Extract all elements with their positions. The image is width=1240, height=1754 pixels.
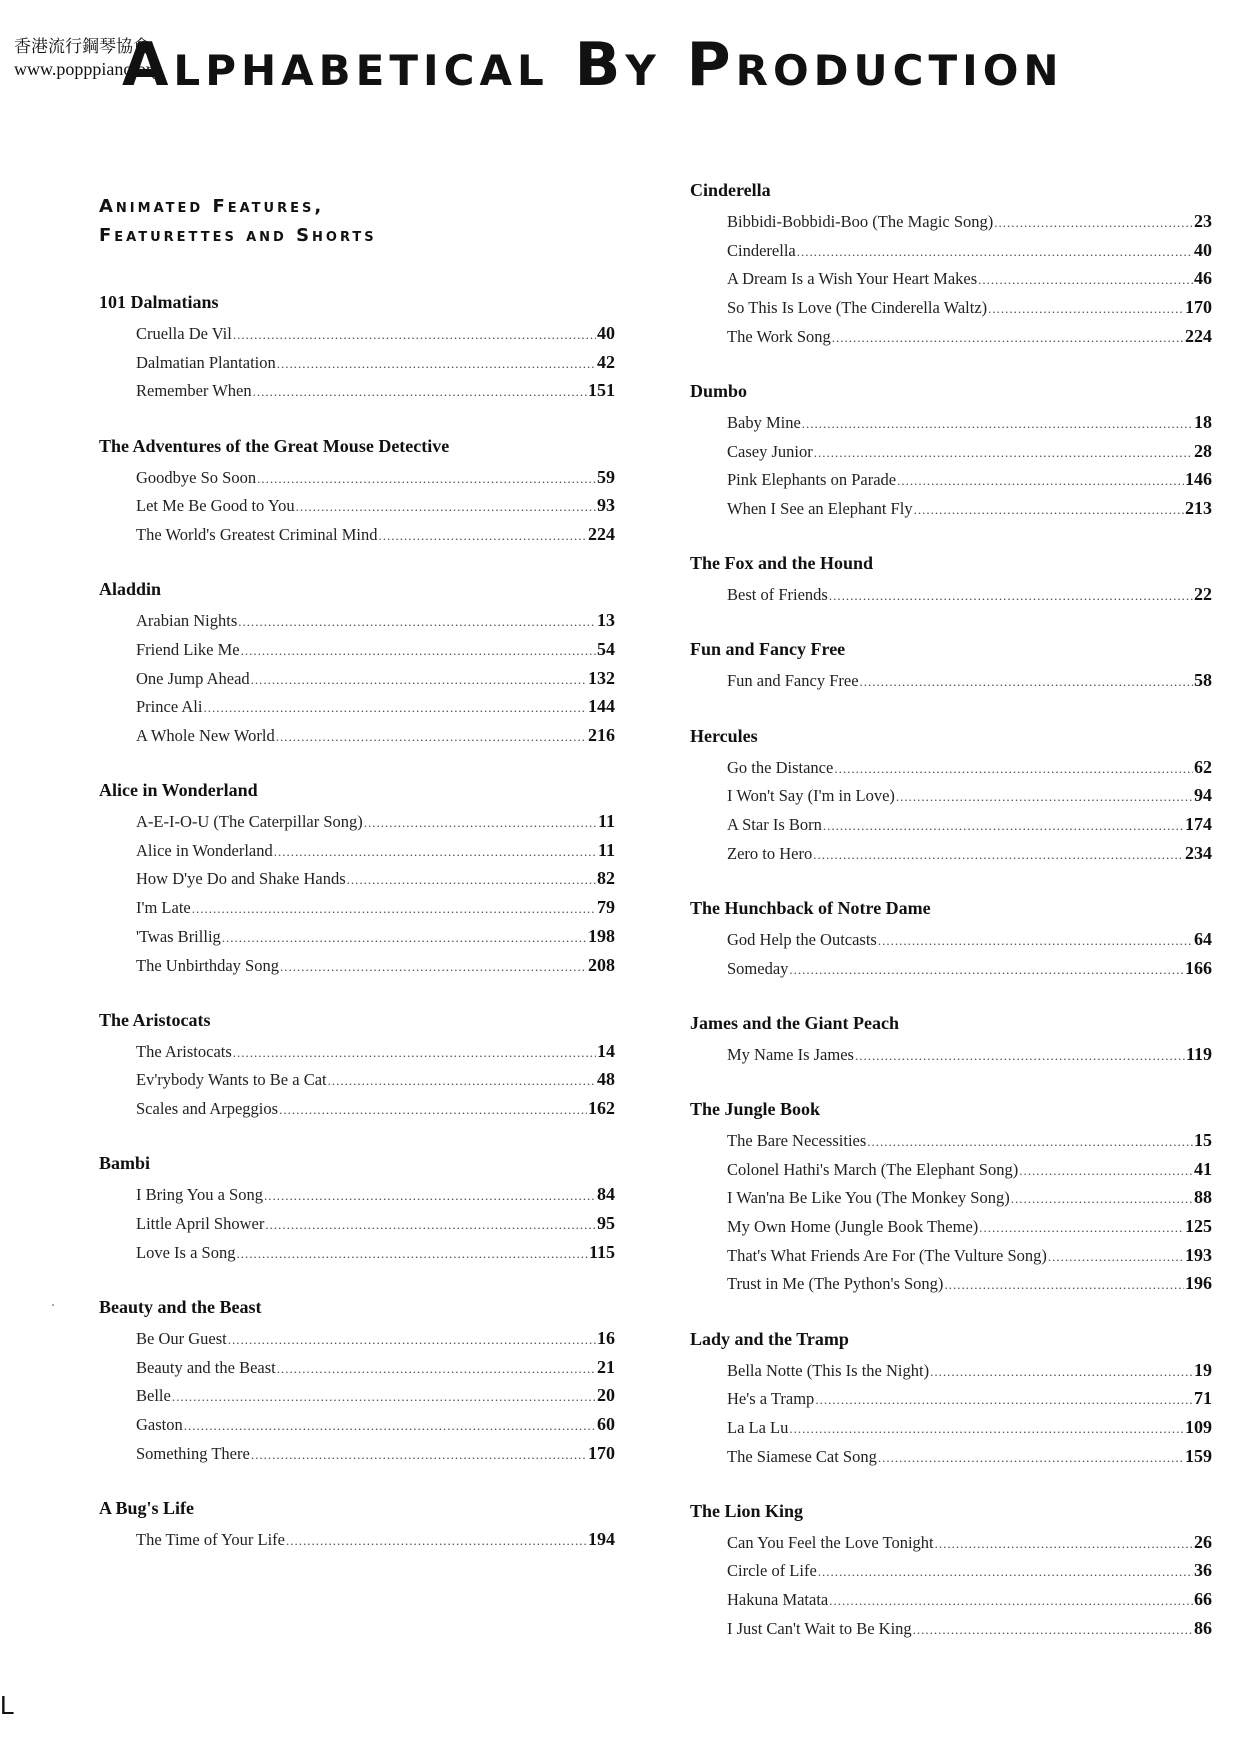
film-title: Bambi xyxy=(99,1153,151,1174)
film-title: The Lion King xyxy=(690,1500,804,1521)
song-page-number: 119 xyxy=(1185,1043,1212,1064)
dot-leader xyxy=(233,1041,596,1065)
dot-leader xyxy=(233,323,596,347)
song-row xyxy=(727,755,1212,784)
film-title: A Bug's Life xyxy=(99,1497,195,1518)
left-column xyxy=(99,180,615,1584)
watermark xyxy=(14,36,161,80)
song-page-number: 64 xyxy=(1194,928,1212,949)
song-page-number: 193 xyxy=(1185,1244,1212,1265)
film-entry xyxy=(99,1010,615,1125)
film-entry xyxy=(690,898,1212,984)
song-title: Love Is a Song xyxy=(136,1242,236,1262)
dot-leader xyxy=(878,1446,1184,1470)
song-row xyxy=(136,866,615,895)
song-title: One Jump Ahead xyxy=(136,668,250,688)
song-row xyxy=(136,1527,615,1556)
song-page-number: 94 xyxy=(1194,785,1212,806)
song-page-number: 86 xyxy=(1194,1617,1212,1638)
song-title: Casey Junior xyxy=(727,441,813,461)
song-row xyxy=(727,1386,1212,1415)
dot-leader xyxy=(855,1044,1185,1068)
song-row xyxy=(727,467,1212,496)
song-row xyxy=(136,924,615,953)
dot-leader xyxy=(251,668,587,692)
dot-leader xyxy=(944,1273,1184,1297)
dot-leader xyxy=(251,1443,587,1467)
song-page-number: 40 xyxy=(597,323,615,343)
song-title: The World's Greatest Criminal Mind xyxy=(136,524,378,544)
film-title: Dumbo xyxy=(690,380,748,401)
dot-leader xyxy=(818,1560,1193,1584)
song-page-number: 46 xyxy=(1194,268,1212,289)
dot-leader xyxy=(914,498,1184,522)
song-page-number: 20 xyxy=(597,1385,615,1406)
song-page-number: 62 xyxy=(1194,756,1212,777)
song-page-number: 79 xyxy=(597,897,615,918)
song-title: So This Is Love (The Cinderella Waltz) xyxy=(727,298,988,318)
song-page-number: 36 xyxy=(1194,1560,1212,1581)
dot-leader xyxy=(896,785,1193,809)
dot-leader xyxy=(897,469,1184,493)
dot-leader xyxy=(228,1328,596,1352)
song-row xyxy=(727,266,1212,295)
song-page-number: 66 xyxy=(1194,1589,1212,1610)
song-page-number: 21 xyxy=(597,1356,615,1377)
song-page-number: 216 xyxy=(588,724,615,745)
song-row xyxy=(727,1444,1212,1473)
song-row xyxy=(727,496,1212,525)
right-film-list xyxy=(690,180,1212,1645)
film-entry xyxy=(99,579,615,751)
dot-leader xyxy=(277,1357,596,1381)
song-title: The Bare Necessities xyxy=(727,1130,867,1150)
song-page-number: 54 xyxy=(597,638,615,659)
song-page-number: 196 xyxy=(1185,1273,1212,1294)
song-row xyxy=(136,608,615,637)
song-title: I Won't Say (I'm in Love) xyxy=(727,786,895,806)
song-page-number: 93 xyxy=(597,495,615,516)
dot-leader xyxy=(813,843,1184,867)
song-title: Cinderella xyxy=(727,240,796,260)
dot-leader xyxy=(789,1417,1184,1441)
song-title: Belle xyxy=(136,1386,171,1406)
song-page-number: 151 xyxy=(588,380,615,401)
film-title: Beauty and the Beast xyxy=(99,1296,262,1317)
film-entry xyxy=(690,1501,1212,1645)
song-row xyxy=(136,1441,615,1470)
dot-leader xyxy=(1019,1159,1193,1183)
dot-leader xyxy=(802,412,1193,436)
dot-leader xyxy=(378,524,587,548)
song-page-number: 95 xyxy=(597,1212,615,1233)
song-title: Zero to Hero xyxy=(727,843,813,863)
film-title: James and the Giant Peach xyxy=(690,1012,899,1033)
song-page-number: 194 xyxy=(588,1528,615,1549)
song-row xyxy=(727,841,1212,870)
song-title: Best of Friends xyxy=(727,585,828,605)
film-entry xyxy=(690,553,1212,611)
song-title: He's a Tramp xyxy=(727,1389,815,1409)
song-row xyxy=(136,321,615,350)
song-row xyxy=(136,637,615,666)
song-page-number: 224 xyxy=(588,523,615,544)
song-row xyxy=(727,1358,1212,1387)
song-page-number: 132 xyxy=(588,667,615,688)
song-page-number: 15 xyxy=(1194,1129,1212,1150)
song-row xyxy=(727,1415,1212,1444)
song-page-number: 174 xyxy=(1185,813,1212,834)
film-entry xyxy=(690,1329,1212,1473)
film-title: Aladdin xyxy=(99,579,162,600)
song-title: Bella Notte (This Is the Night) xyxy=(727,1360,930,1380)
dot-leader xyxy=(789,958,1184,982)
dot-leader xyxy=(815,1388,1193,1412)
song-row xyxy=(727,1616,1212,1645)
film-entry xyxy=(99,1297,615,1469)
song-title: I Wan'na Be Like You (The Monkey Song) xyxy=(727,1188,1010,1208)
song-title: Something There xyxy=(136,1443,250,1463)
song-row xyxy=(727,1157,1212,1186)
song-page-number: 144 xyxy=(588,696,615,717)
song-page-number: 11 xyxy=(597,839,615,860)
dot-leader xyxy=(1011,1187,1193,1211)
film-title: 101 Dalmatians xyxy=(99,292,219,312)
dot-leader xyxy=(264,1184,596,1208)
song-row xyxy=(136,1412,615,1441)
film-entry xyxy=(99,1498,615,1556)
song-page-number: 115 xyxy=(588,1241,615,1262)
song-page-number: 14 xyxy=(597,1040,615,1061)
song-row xyxy=(136,1096,615,1125)
dot-leader xyxy=(277,352,596,376)
film-entry xyxy=(99,780,615,981)
song-page-number: 82 xyxy=(597,868,615,889)
dot-leader xyxy=(203,696,587,720)
song-page-number: 125 xyxy=(1185,1215,1212,1236)
song-title: Gaston xyxy=(136,1414,183,1434)
song-page-number: 58 xyxy=(1194,670,1212,691)
dot-leader xyxy=(296,495,596,519)
dot-leader xyxy=(978,268,1193,292)
dot-leader xyxy=(829,584,1193,608)
dot-leader xyxy=(979,1216,1184,1240)
dot-leader xyxy=(279,1098,587,1122)
song-title: Baby Mine xyxy=(727,412,801,432)
song-page-number: 198 xyxy=(588,925,615,946)
song-title: Bibbidi-Bobbidi-Boo (The Magic Song) xyxy=(727,212,994,231)
dot-leader xyxy=(988,297,1184,321)
song-title: I Just Can't Wait to Be King xyxy=(727,1618,912,1638)
song-title: Little April Shower xyxy=(136,1213,265,1233)
song-page-number: 159 xyxy=(1185,1445,1212,1466)
left-film-list xyxy=(99,292,615,1555)
section-heading-line-2: Featurettes and Shorts xyxy=(99,225,377,246)
dot-leader xyxy=(935,1532,1193,1556)
page-title: Alphabetical By Production xyxy=(122,30,1064,100)
dot-leader xyxy=(192,897,596,921)
song-title: Cruella De Vil xyxy=(136,324,232,343)
dot-leader xyxy=(823,814,1184,838)
song-title: The Aristocats xyxy=(136,1041,232,1061)
song-title: A-E-I-O-U (The Caterpillar Song) xyxy=(136,812,363,832)
dot-leader xyxy=(347,868,596,892)
song-page-number: 13 xyxy=(597,610,615,631)
right-column xyxy=(690,180,1212,1673)
song-row xyxy=(136,1240,615,1269)
film-title: The Aristocats xyxy=(99,1009,211,1030)
song-row xyxy=(136,522,615,551)
song-page-number: 23 xyxy=(1194,211,1212,231)
dot-leader xyxy=(829,1589,1193,1613)
song-title: Fun and Fancy Free xyxy=(727,671,859,691)
dot-leader xyxy=(860,670,1193,694)
song-row xyxy=(136,1326,615,1355)
song-row xyxy=(727,324,1212,353)
song-row xyxy=(727,582,1212,611)
song-page-number: 59 xyxy=(597,466,615,487)
song-title: The Work Song xyxy=(727,326,831,346)
song-row xyxy=(727,1214,1212,1243)
song-row xyxy=(136,350,615,379)
song-page-number: 48 xyxy=(597,1069,615,1090)
song-row xyxy=(727,1042,1212,1071)
song-title: The Unbirthday Song xyxy=(136,955,279,975)
dot-leader xyxy=(878,929,1193,953)
song-title: Hakuna Matata xyxy=(727,1590,829,1610)
song-row xyxy=(136,838,615,867)
film-entry xyxy=(99,292,615,407)
song-title: Pink Elephants on Parade xyxy=(727,470,897,490)
watermark-chinese: 香港流行鋼琴協會 xyxy=(14,37,150,57)
song-row xyxy=(727,1243,1212,1272)
song-page-number: 19 xyxy=(1194,1359,1212,1380)
song-row xyxy=(136,378,615,407)
song-title: Beauty and the Beast xyxy=(136,1357,276,1377)
song-page-number: 162 xyxy=(588,1098,615,1119)
dot-leader xyxy=(253,380,587,404)
song-page-number: 109 xyxy=(1185,1416,1212,1437)
dot-leader xyxy=(994,211,1193,235)
song-title: Circle of Life xyxy=(727,1561,817,1581)
dot-leader xyxy=(913,1618,1193,1642)
song-page-number: 60 xyxy=(597,1413,615,1434)
dot-leader xyxy=(286,1529,587,1553)
film-title: The Hunchback of Notre Dame xyxy=(690,897,931,918)
song-title: I'm Late xyxy=(136,898,191,918)
film-entry xyxy=(690,1099,1212,1300)
song-title: Remember When xyxy=(136,381,252,401)
song-page-number: 26 xyxy=(1194,1531,1212,1552)
film-title: Lady and the Tramp xyxy=(690,1328,849,1349)
dot-leader xyxy=(834,757,1193,781)
dot-leader xyxy=(328,1069,596,1093)
song-title: My Own Home (Jungle Book Theme) xyxy=(727,1216,979,1236)
film-title: The Fox and the Hound xyxy=(690,553,874,574)
song-title: Colonel Hathi's March (The Elephant Song) xyxy=(727,1159,1019,1179)
film-title: Fun and Fancy Free xyxy=(690,639,846,660)
song-page-number: 166 xyxy=(1185,957,1212,978)
film-entry xyxy=(690,726,1212,870)
section-heading-line-1: Animated Features, xyxy=(99,196,325,217)
film-title: The Adventures of the Great Mouse Detective xyxy=(99,435,450,456)
dot-leader xyxy=(257,467,596,491)
song-title: Scales and Arpeggios xyxy=(136,1099,279,1119)
song-page-number: 88 xyxy=(1194,1187,1212,1208)
dot-leader xyxy=(172,1385,596,1409)
film-entry xyxy=(690,381,1212,525)
song-title: My Name Is James xyxy=(727,1044,854,1064)
song-row xyxy=(136,953,615,982)
song-row xyxy=(136,1383,615,1412)
song-row xyxy=(727,1271,1212,1300)
song-row xyxy=(727,1558,1212,1587)
song-row xyxy=(136,465,615,494)
song-page-number: 84 xyxy=(597,1184,615,1205)
dot-leader xyxy=(184,1414,596,1438)
song-title: The Time of Your Life xyxy=(136,1529,285,1549)
film-entry xyxy=(99,1153,615,1268)
song-row xyxy=(136,1039,615,1068)
song-page-number: 42 xyxy=(597,351,615,372)
dot-leader xyxy=(930,1360,1193,1384)
song-page-number: 208 xyxy=(588,954,615,975)
song-title: La La Lu xyxy=(727,1417,789,1437)
dot-leader xyxy=(280,955,587,979)
song-row xyxy=(727,1530,1212,1559)
dot-leader xyxy=(274,840,597,864)
song-row xyxy=(136,493,615,522)
song-title: Alice in Wonderland xyxy=(136,840,273,860)
song-title: Let Me Be Good to You xyxy=(136,496,295,516)
song-page-number: 16 xyxy=(597,1327,615,1348)
song-row xyxy=(727,1185,1212,1214)
film-title: Cinderella xyxy=(690,180,771,200)
song-row xyxy=(136,666,615,695)
song-title: I Bring You a Song xyxy=(136,1185,263,1205)
dot-leader xyxy=(265,1213,596,1237)
song-row xyxy=(136,723,615,752)
film-entry xyxy=(690,639,1212,697)
song-title: That's What Friends Are For (The Vulture Song) xyxy=(727,1245,1047,1265)
song-title: Prince Ali xyxy=(136,697,203,717)
song-row xyxy=(136,809,615,838)
song-row xyxy=(727,927,1212,956)
song-title: How D'ye Do and Shake Hands xyxy=(136,869,346,889)
song-row xyxy=(727,1587,1212,1616)
dot-leader xyxy=(241,639,596,663)
song-title: Go the Distance xyxy=(727,757,834,777)
song-row xyxy=(136,1211,615,1240)
song-title: Someday xyxy=(727,958,789,978)
page-number: L xyxy=(0,1690,15,1720)
song-page-number: 146 xyxy=(1185,469,1212,490)
dot-leader xyxy=(867,1130,1193,1154)
song-row xyxy=(136,1355,615,1384)
dot-leader xyxy=(364,811,597,835)
song-title: God Help the Outcasts xyxy=(727,929,877,949)
song-row xyxy=(727,410,1212,439)
song-title: Trust in Me (The Python's Song) xyxy=(727,1274,944,1294)
song-title: When I See an Elephant Fly xyxy=(727,499,913,518)
song-row xyxy=(136,694,615,723)
section-heading xyxy=(99,192,615,250)
song-row xyxy=(727,439,1212,468)
song-title: Be Our Guest xyxy=(136,1328,227,1348)
song-row xyxy=(727,295,1212,324)
dot-leader xyxy=(797,240,1193,264)
film-title: Alice in Wonderland xyxy=(99,780,258,801)
song-title: Friend Like Me xyxy=(136,639,240,659)
song-row xyxy=(727,209,1212,238)
dot-leader xyxy=(832,326,1184,350)
film-entry xyxy=(690,180,1212,352)
dot-leader xyxy=(1048,1245,1184,1269)
song-row xyxy=(727,668,1212,697)
song-page-number: 224 xyxy=(1185,325,1212,346)
song-row xyxy=(136,1067,615,1096)
song-page-number: 234 xyxy=(1185,842,1212,863)
song-page-number: 40 xyxy=(1194,239,1212,260)
dot-leader xyxy=(276,725,587,749)
song-row xyxy=(136,1182,615,1211)
dot-leader xyxy=(238,610,596,634)
song-page-number: 213 xyxy=(1185,498,1212,518)
song-page-number: 18 xyxy=(1194,411,1212,432)
song-title: A Dream Is a Wish Your Heart Makes xyxy=(727,269,978,289)
watermark-url: www.popppiano.org xyxy=(14,59,161,79)
film-entry xyxy=(690,1013,1212,1071)
song-title: Can You Feel the Love Tonight xyxy=(727,1532,934,1552)
film-title: Hercules xyxy=(690,725,758,746)
song-row xyxy=(136,895,615,924)
song-page-number: 170 xyxy=(588,1442,615,1463)
song-title: Ev'rybody Wants to Be a Cat xyxy=(136,1070,327,1090)
song-title: 'Twas Brillig xyxy=(136,926,221,946)
film-entry xyxy=(99,436,615,551)
song-row xyxy=(727,1128,1212,1157)
song-row xyxy=(727,956,1212,985)
song-title: The Siamese Cat Song xyxy=(727,1446,877,1466)
song-title: Arabian Nights xyxy=(136,611,238,631)
song-page-number: 11 xyxy=(597,811,615,832)
film-title: The Jungle Book xyxy=(690,1098,821,1119)
dot-leader xyxy=(222,926,587,950)
dot-leader xyxy=(236,1242,588,1266)
song-title: Dalmatian Plantation xyxy=(136,352,276,372)
song-page-number: 28 xyxy=(1194,440,1212,461)
song-row xyxy=(727,783,1212,812)
song-page-number: 71 xyxy=(1194,1388,1212,1409)
song-title: A Star Is Born xyxy=(727,814,822,834)
scan-speck xyxy=(52,1304,54,1306)
song-page-number: 41 xyxy=(1194,1158,1212,1179)
song-title: A Whole New World xyxy=(136,725,275,745)
dot-leader xyxy=(814,441,1193,465)
song-page-number: 22 xyxy=(1194,584,1212,605)
song-row xyxy=(727,238,1212,267)
song-page-number: 170 xyxy=(1185,297,1212,318)
song-row xyxy=(727,812,1212,841)
song-title: Goodbye So Soon xyxy=(136,467,257,487)
